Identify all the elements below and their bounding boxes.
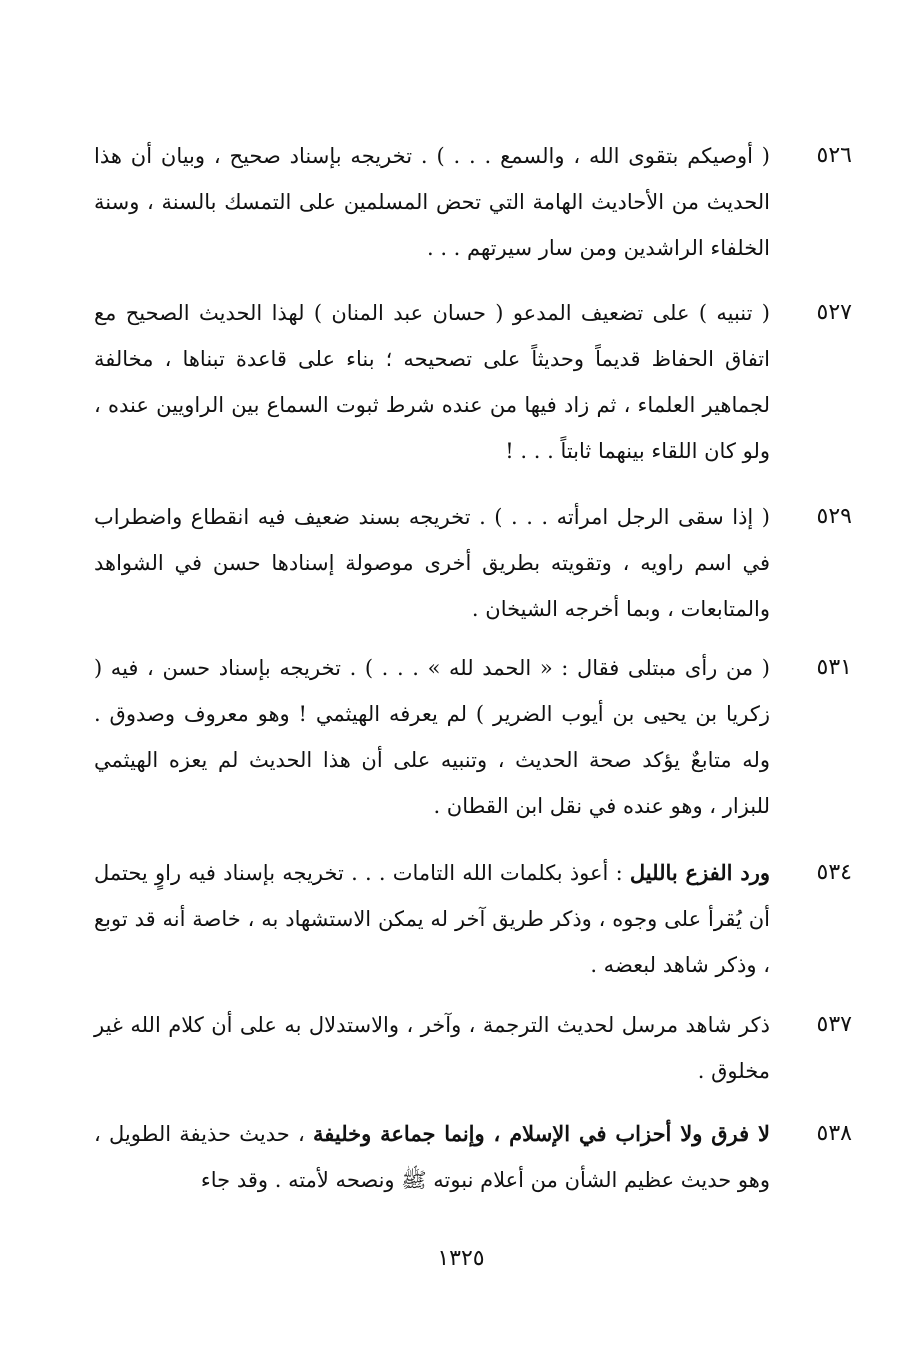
entry-527 <box>94 290 852 480</box>
entry-text <box>94 645 770 829</box>
entry-text-content <box>94 850 770 988</box>
entry-number: ٥٢٦ <box>816 143 852 168</box>
entry-text-content: ( أوصيكم بتقوى الله ، والسمع . . . ) . تخريجه بإسناد صحيح ، وبيان أن هذا الحديث من الأحاديث الهامة التي تحض المسلمين على التمسك بالسنة ، وسنة الخلفاء الراشدين ومن سار سيرتهم . . . <box>94 144 770 260</box>
entry-number: ٥٢٧ <box>816 300 852 325</box>
entry-number: ٥٢٩ <box>816 504 852 529</box>
entry-heading: لا فرق ولا أحزاب في الإسلام ، وإنما جماعة وخليفة <box>312 1121 770 1146</box>
entry-number: ٥٣٨ <box>816 1121 852 1146</box>
entry-526 <box>94 133 852 273</box>
entry-538 <box>94 1111 852 1205</box>
entry-text <box>94 133 770 271</box>
entry-heading: ورد الفزع بالليل <box>629 860 770 885</box>
entry-531 <box>94 645 852 835</box>
entry-text-content: ذكر شاهد مرسل لحديث الترجمة ، وآخر ، والاستدلال به على أن كلام الله غير مخلوق . <box>94 1013 770 1083</box>
page-number: ١٣٢٥ <box>437 1246 485 1271</box>
entry-text <box>94 1111 770 1203</box>
entry-number: ٥٣٧ <box>816 1012 852 1037</box>
entry-description: : أعوذ بكلمات الله التامات . . . تخريجه بإسناد فيه راوٍ يحتمل أن يُقرأ على وجوه ، وذكر طريق آخر له يمكن الاستشهاد به ، خاصة أنه قد توبع ، وذكر شاهد لبعضه . <box>94 861 770 977</box>
entry-537 <box>94 1002 852 1096</box>
entry-529 <box>94 494 852 634</box>
entry-text <box>94 1002 770 1094</box>
entry-text-content: ( من رأى مبتلى فقال : « الحمد لله » . . . ) . تخريجه بإسناد حسن ، فيه ( زكريا بن يحيى بن أيوب الضرير ) لم يعرفه الهيثمي ! وهو معروف وصدوق . وله متابعٌ يؤكد صحة الحديث ، وتنبيه على أن هذا الحديث لم يعزه الهيثمي للبزار ، وهو عنده في نقل ابن القطان . <box>94 656 770 818</box>
entry-534 <box>94 850 852 990</box>
entry-text-content: ( إذا سقى الرجل امرأته . . . ) . تخريجه بسند ضعيف فيه انقطاع واضطراب في اسم راويه ، وتقويته بطريق أخرى موصولة إسنادها حسن في الشواهد والمتابعات ، وبما أخرجه الشيخان . <box>94 505 770 621</box>
entry-text <box>94 494 770 632</box>
entry-number: ٥٣١ <box>816 655 852 680</box>
entry-number: ٥٣٤ <box>816 860 852 885</box>
entry-text-content <box>94 1111 770 1203</box>
entry-text <box>94 850 770 988</box>
entry-text-content: ( تنبيه ) على تضعيف المدعو ( حسان عبد المنان ) لهذا الحديث الصحيح مع اتفاق الحفاظ قديماً وحديثاً على تصحيحه ؛ بناء على قاعدة تبناها ، مخالفة لجماهير العلماء ، ثم زاد فيها من عنده شرط ثبوت السماع بين الراويين عنده ، ولو كان اللقاء بينهما ثابتاً . . . ! <box>94 301 770 463</box>
entry-text <box>94 290 770 474</box>
entry-description: ، حديث حذيفة الطويل ، وهو حديث عظيم الشأن من أعلام نبوته ﷺ ونصحه لأمته . وقد جاء <box>94 1122 770 1192</box>
